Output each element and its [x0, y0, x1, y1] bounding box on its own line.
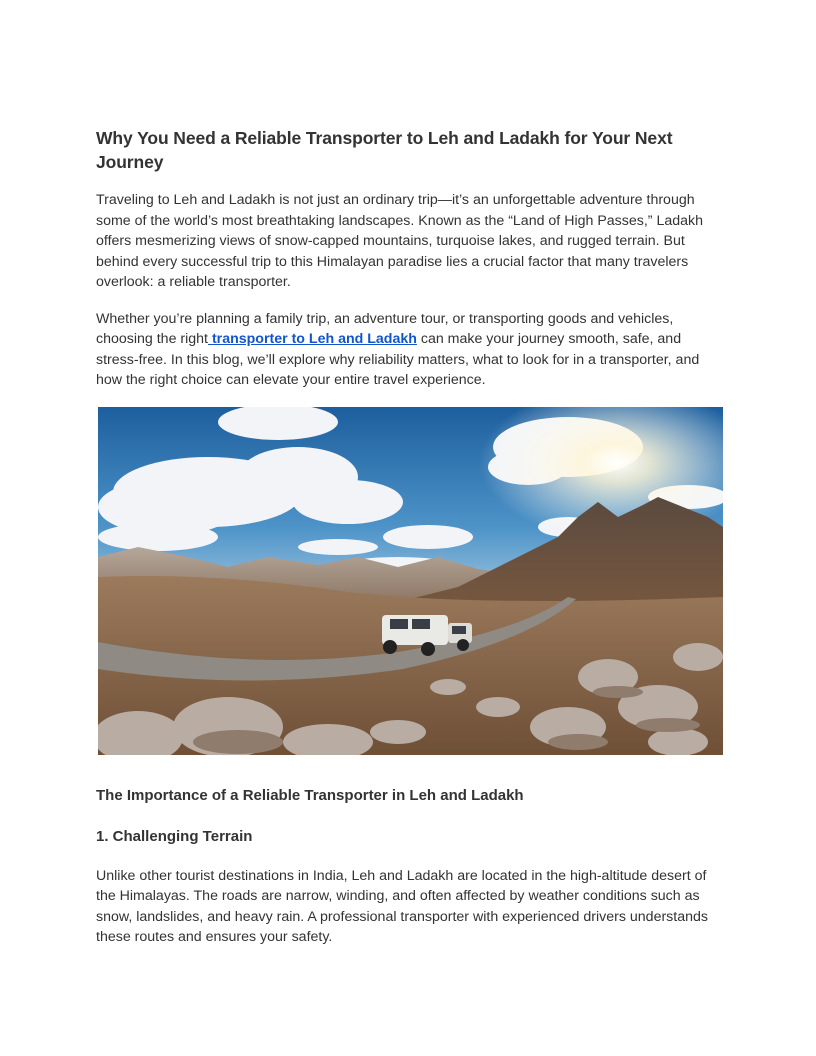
subsection-heading: 1. Challenging Terrain	[96, 827, 253, 845]
document-page	[96, 126, 722, 964]
second-paragraph-before-link: Whether you’re planning a family trip, an adventure tour, or transporting goods and vehicles, choosing the right	[96, 310, 674, 347]
second-paragraph	[96, 309, 722, 391]
transporter-link[interactable]: transporter to Leh and Ladakh	[208, 331, 417, 347]
section-heading: The Importance of a Reliable Transporter in Leh and Ladakh	[96, 786, 524, 804]
subsection-paragraph: Unlike other tourist destinations in India, Leh and Ladakh are located in the high-altitude desert of the Himalayas. The roads are narrow, winding, and often affected by weather conditions such as snow, landslides, and heavy rain. A professional transporter with experienced drivers understands these routes and ensures your safety.	[96, 867, 708, 945]
second-paragraph-after-link: can make your journey smooth, safe, and stress-free. In this blog, we’ll explore why reliability matters, what to look for in a transporter, and how the right choice can elevate your entire travel experience.	[96, 331, 700, 388]
article-title: Why You Need a Reliable Transporter to Leh and Ladakh for Your Next Journey	[96, 128, 673, 172]
intro-paragraph: Traveling to Leh and Ladakh is not just an ordinary trip—it’s an unforgettable adventure through some of the world’s most breathtaking landscapes. Known as the “Land of High Passes,” Ladakh offers mesmerizing views of snow-capped mountains, turquoise lakes, and rugged terrain. But behind every successful trip to this Himalayan paradise lies a crucial factor that many travelers overlook: a reliable transporter.	[96, 192, 703, 290]
ladakh-road-photo	[98, 407, 723, 755]
